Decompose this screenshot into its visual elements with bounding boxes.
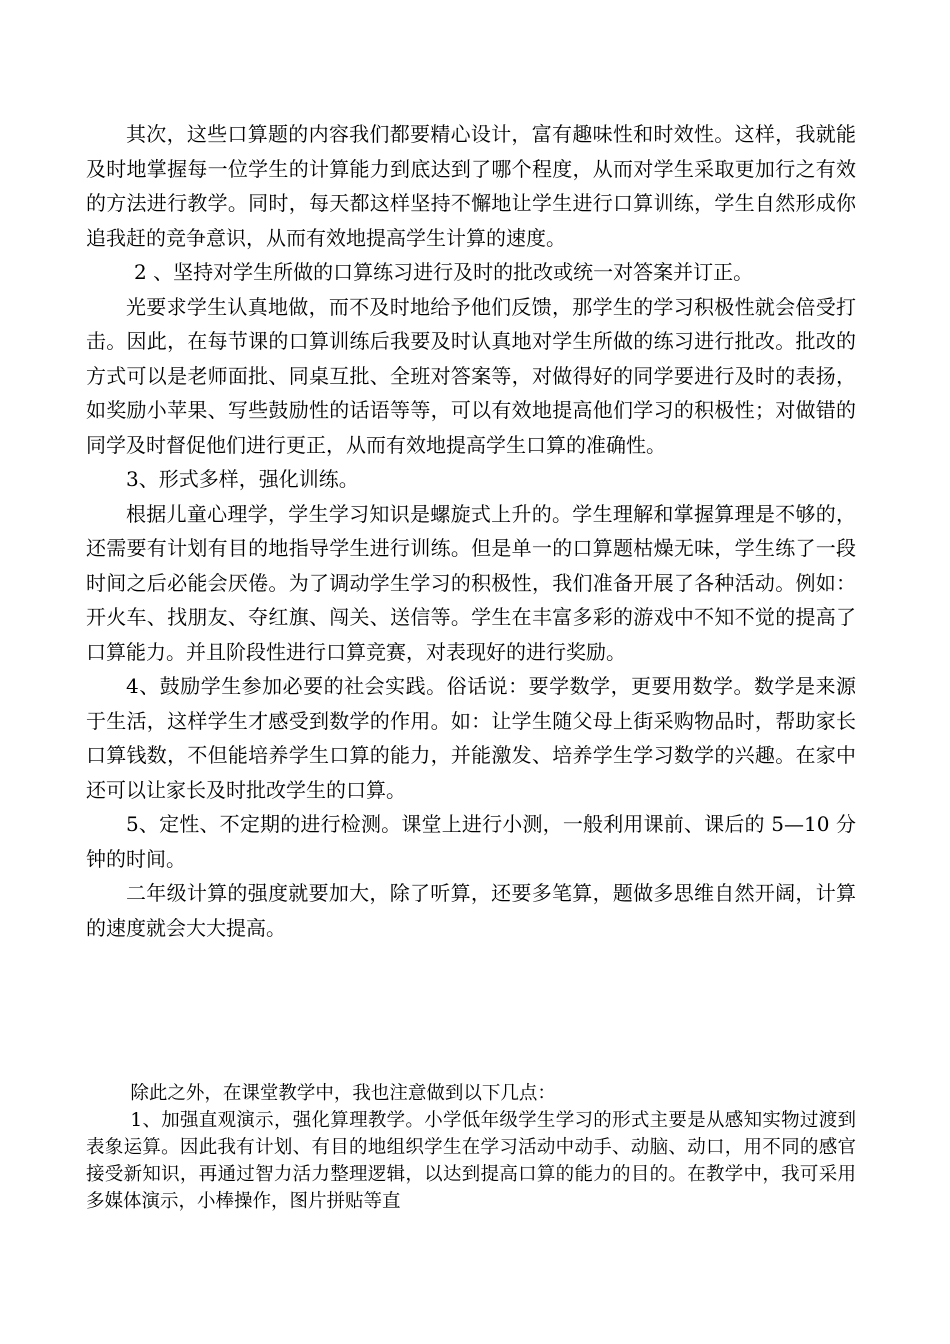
paragraph: 其次，这些口算题的内容我们都要精心设计，富有趣味性和时效性。这样，我就能及时地掌握每一位学生的计算能力到底达到了哪个程度，从而对学生采取更加行之有效的方法进行教学。同时，每天都这样坚持不懈地让学生进行口算训练，学生自然形成你追我赶的竞争意识，从而有效地提高学生计算的速度。 xyxy=(86,122,856,250)
paragraph: 除此之外，在课堂教学中，我也注意做到以下几点： xyxy=(130,1083,556,1104)
list-item-5: 5、定性、不定期的进行检测。课堂上进行小测，一般利用课前、课后的 5—10 分钟的时间。 xyxy=(86,812,856,871)
list-item-3-heading: 3、形式多样，强化训练。 xyxy=(126,467,359,491)
list-item-1: 1、加强直观演示，强化算理教学。小学低年级学生学习的形式主要是从感知实物过渡到表象运算。因此我有计划、有目的地组织学生在学习活动中动手、动脑、动口，用不同的感官接受新知识，再通过智力活力整理逻辑，以达到提高口算的能力的目的。在教学中，我可采用多媒体演示，小棒操作，图片拼贴等直 xyxy=(86,1110,856,1212)
paragraph: 光要求学生认真地做，而不及时地给予他们反馈，那学生的学习积极性就会倍受打击。因此，在每节课的口算训练后我要及时认真地对学生所做的练习进行批改。批改的方式可以是老师面批、同桌互批、全班对答案等，对做得好的同学要进行及时的表扬，如奖励小苹果、写些鼓励性的话语等等，可以有效地提高他们学习的积极性；对做错的同学及时督促他们进行更正，从而有效地提高学生口算的准确性。 xyxy=(86,294,856,457)
list-item-2-heading: 2 、坚持对学生所做的口算练习进行及时的批改或统一对答案并订正。 xyxy=(134,260,754,284)
main-body xyxy=(86,117,856,945)
paragraph: 根据儿童心理学，学生学习知识是螺旋式上升的。学生理解和掌握算理是不够的，还需要有计划有目的地指导学生进行训练。但是单一的口算题枯燥无味，学生练了一段时间之后必能会厌倦。为了调动学生学习的积极性，我们准备开展了各种活动。例如：开火车、找朋友、夺红旗、闯关、送信等。学生在丰富多彩的游戏中不知不觉的提高了口算能力。并且阶段性进行口算竞赛，对表现好的进行奖励。 xyxy=(86,501,856,664)
tail-body xyxy=(86,1080,856,1215)
paragraph: 二年级计算的强度就要加大，除了听算，还要多笔算，题做多思维自然开阔，计算的速度就会大大提高。 xyxy=(86,881,856,940)
list-item-4: 4、鼓励学生参加必要的社会实践。俗话说：要学数学，更要用数学。数学是来源于生活，这样学生才感受到数学的作用。如：让学生随父母上街采购物品时，帮助家长口算钱数，不但能培养学生口算的能力，并能激发、培养学生学习数学的兴趣。在家中还可以让家长及时批改学生的口算。 xyxy=(86,674,856,802)
